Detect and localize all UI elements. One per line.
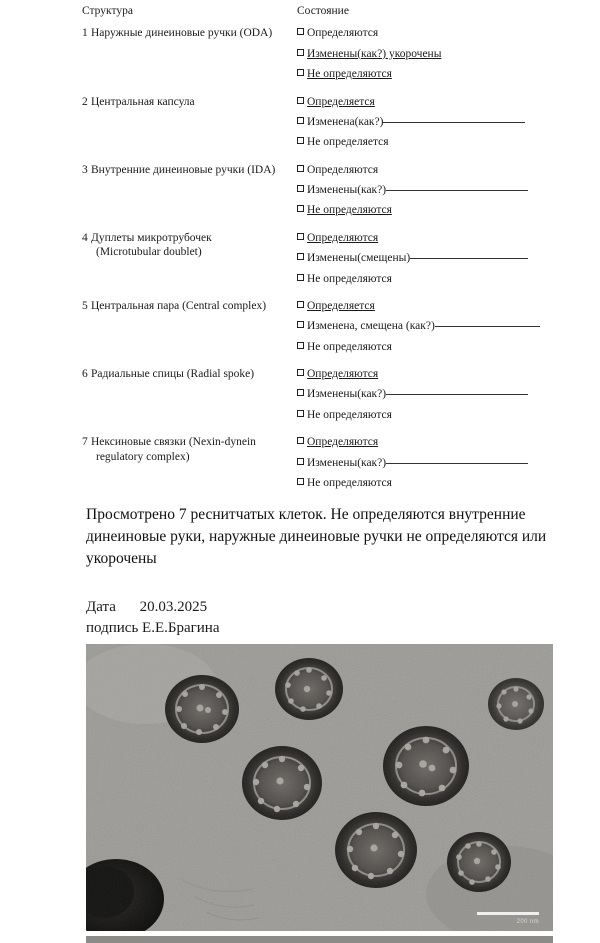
row-number: 2 <box>82 95 88 108</box>
date-label: Дата <box>86 599 116 615</box>
fill-in-rule[interactable] <box>435 325 540 327</box>
row-number: 5 <box>82 299 88 312</box>
checkbox-icon[interactable] <box>297 301 304 308</box>
checkbox-icon[interactable] <box>297 253 304 260</box>
table-row <box>82 367 556 435</box>
table-row <box>82 26 556 94</box>
row-number: 3 <box>82 163 88 176</box>
micrograph-next-image-strip <box>86 936 553 943</box>
date-signature-block <box>86 597 220 639</box>
state-cell <box>297 163 556 231</box>
checkbox-icon[interactable] <box>297 205 304 212</box>
checkbox-icon[interactable] <box>297 321 304 328</box>
row-number: 7 <box>82 436 88 449</box>
scale-bar-label: 200 nm <box>516 919 539 925</box>
checkbox-icon[interactable] <box>297 165 304 172</box>
state-option[interactable] <box>297 340 556 354</box>
state-option-label: Изменены(как?) <box>307 388 387 401</box>
checkbox-icon[interactable] <box>297 458 304 465</box>
checkbox-icon[interactable] <box>297 137 304 144</box>
structure-cell <box>82 435 297 503</box>
structure-name: Наружные динеиновые ручки (ODA) <box>91 27 273 40</box>
state-option[interactable] <box>297 163 556 177</box>
state-cell <box>297 299 556 367</box>
state-option-label: Не определяются <box>307 272 392 285</box>
structure-name: Нексиновые связки (Nexin-dynein <box>91 436 256 449</box>
structure-name-secondary: (Microtubular doublet) <box>96 246 202 259</box>
structure-name: Центральная пара (Central complex) <box>91 299 267 312</box>
structure-cell <box>82 231 297 299</box>
column-header-structure: Структура <box>82 5 133 17</box>
structure-name: Дуплеты микротрубочек <box>91 231 212 244</box>
structure-cell <box>82 26 297 94</box>
table-header-row <box>82 0 556 26</box>
state-option[interactable] <box>297 435 556 449</box>
structure-name: Радиальные спицы (Radial spoke) <box>91 368 255 380</box>
row-number: 4 <box>82 231 88 244</box>
state-option-label: Определяется <box>307 299 375 312</box>
state-option[interactable] <box>297 251 556 265</box>
structure-cell <box>82 163 297 231</box>
fill-in-rule[interactable] <box>410 257 528 259</box>
structure-name: Центральная капсула <box>91 95 195 108</box>
state-option[interactable] <box>297 456 556 470</box>
date-value: 20.03.2025 <box>139 599 208 615</box>
structure-name: Внутренние динеиновые ручки (IDA) <box>91 163 276 176</box>
state-option[interactable] <box>297 319 556 333</box>
micrograph-image <box>86 644 553 931</box>
table-row <box>82 231 556 299</box>
checkbox-icon[interactable] <box>297 28 304 35</box>
state-cell <box>297 26 556 94</box>
state-option[interactable] <box>297 95 556 109</box>
fill-in-rule[interactable] <box>383 121 525 123</box>
checkbox-icon[interactable] <box>297 69 304 76</box>
table-row <box>82 163 556 231</box>
state-cell <box>297 367 556 435</box>
table-head <box>82 0 556 26</box>
structure-cell <box>82 95 297 163</box>
state-option[interactable] <box>297 387 556 401</box>
state-cell <box>297 231 556 299</box>
state-cell <box>297 95 556 163</box>
table-row <box>82 435 556 503</box>
column-header-state: Состояние <box>297 5 349 17</box>
state-option[interactable] <box>297 135 556 149</box>
state-option[interactable] <box>297 183 556 197</box>
electron-micrograph <box>86 644 553 931</box>
row-number: 6 <box>82 368 88 380</box>
state-option[interactable] <box>297 67 556 81</box>
summary-paragraph: Просмотрено 7 реснитчатых клеток. Не определяются внутренние динеиновые руки, наружные динеиновые ручки не определяются или укорочены <box>86 506 547 567</box>
checkbox-icon[interactable] <box>297 185 304 192</box>
checkbox-icon[interactable] <box>297 437 304 444</box>
state-option[interactable] <box>297 408 556 422</box>
structure-cell <box>82 367 297 435</box>
state-cell <box>297 435 556 503</box>
signature-line: подпись Е.Е.Брагина <box>86 620 220 636</box>
fill-in-rule[interactable] <box>386 462 528 464</box>
checkbox-icon[interactable] <box>297 410 304 417</box>
state-option-label: Изменена, смещена (как?) <box>307 320 435 333</box>
state-option[interactable] <box>297 115 556 129</box>
row-number: 1 <box>82 27 88 40</box>
fill-in-rule[interactable] <box>386 393 528 395</box>
checkbox-icon[interactable] <box>297 342 304 349</box>
state-option[interactable] <box>297 203 556 217</box>
state-option-label: Не определяется <box>307 136 389 149</box>
state-option-label: Изменены(смещены) <box>307 252 411 265</box>
state-option-label: Изменены(как?) <box>307 456 387 469</box>
table-body <box>82 26 556 503</box>
state-option-label: Не определяются <box>307 340 392 353</box>
checkbox-icon[interactable] <box>297 478 304 485</box>
scale-bar <box>477 912 539 915</box>
state-option-label: Определяются <box>307 436 379 449</box>
checkbox-icon[interactable] <box>297 117 304 124</box>
state-option-label: Определяется <box>307 95 375 108</box>
state-option[interactable] <box>297 272 556 286</box>
state-option-label: Изменена(как?) <box>307 115 384 128</box>
state-option-label: Не определяются <box>307 68 392 81</box>
fill-in-rule[interactable] <box>386 189 528 191</box>
checkbox-icon[interactable] <box>297 274 304 281</box>
table-row <box>82 95 556 163</box>
structure-cell <box>82 299 297 367</box>
structure-name-secondary: regulatory complex) <box>96 450 190 463</box>
state-option-label: Изменены(как?) <box>307 184 387 196</box>
state-option-label: Определяются <box>307 231 379 244</box>
state-option-label: Не определяются <box>307 204 392 217</box>
state-option[interactable] <box>297 47 556 61</box>
table-row <box>82 299 556 367</box>
checkbox-icon[interactable] <box>297 389 304 396</box>
state-option-label: Определяются <box>307 163 379 176</box>
date-line <box>86 597 220 618</box>
state-option-label: Не определяются <box>307 408 392 421</box>
state-option-label: Определяются <box>307 368 379 380</box>
checkbox-icon[interactable] <box>297 49 304 56</box>
checkbox-icon[interactable] <box>297 369 304 376</box>
state-option[interactable] <box>297 26 556 40</box>
state-option[interactable] <box>297 476 556 490</box>
checkbox-icon[interactable] <box>297 97 304 104</box>
state-option-label: Определяются <box>307 27 379 40</box>
cilia-structure-table <box>82 0 556 503</box>
state-option[interactable] <box>297 367 556 381</box>
state-option[interactable] <box>297 299 556 313</box>
checkbox-icon[interactable] <box>297 233 304 240</box>
state-option-label: Изменены(как?) укорочены <box>307 47 442 60</box>
state-option[interactable] <box>297 231 556 245</box>
state-option-label: Не определяются <box>307 476 392 489</box>
